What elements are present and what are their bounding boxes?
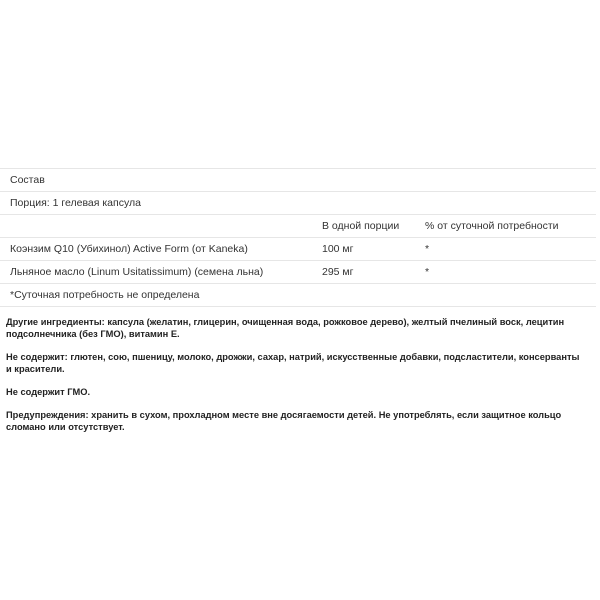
header-per-serving: В одной порции (322, 220, 400, 232)
serving-size: Порция: 1 гелевая капсула (10, 197, 141, 209)
non-gmo: Не содержит ГМО. (6, 387, 91, 397)
free-from: Не содержит: глютен, сою, пшеницу, молоко, дрожжи, сахар, натрий, искусственные добавки, подсластители, консерванты и красители. (6, 352, 580, 374)
ingredient-name: Льняное масло (Linum Usitatissimum) (семена льна) (10, 266, 264, 278)
footnote: *Суточная потребность не определена (10, 289, 200, 301)
table-title-row (0, 168, 596, 191)
table-title: Состав (10, 174, 45, 186)
ingredient-amount: 295 мг (322, 266, 354, 278)
product-notes (6, 316, 586, 444)
warnings: Предупреждения: хранить в сухом, прохладном месте вне досягаемости детей. Не употреблять, если защитное кольцо сломано или отсутствует. (6, 410, 562, 432)
ingredient-dv: * (425, 243, 430, 255)
supplement-facts-table (0, 168, 596, 307)
header-row (0, 214, 596, 237)
table-row (0, 260, 596, 283)
ingredient-name: Коэнзим Q10 (Убихинол) Active Form (от Kaneka) (10, 243, 248, 255)
ingredient-amount: 100 мг (322, 243, 354, 255)
ingredient-dv: * (425, 266, 430, 278)
table-row (0, 237, 596, 260)
serving-row (0, 191, 596, 214)
header-daily-value: % от суточной потребности (425, 220, 559, 232)
other-ingredients: Другие ингредиенты: капсула (желатин, глицерин, очищенная вода, рожковое дерево), желтый пчелиный воск, лецитин подсолнечника (без ГМО), витамин Е. (6, 317, 565, 339)
footnote-row (0, 283, 596, 307)
